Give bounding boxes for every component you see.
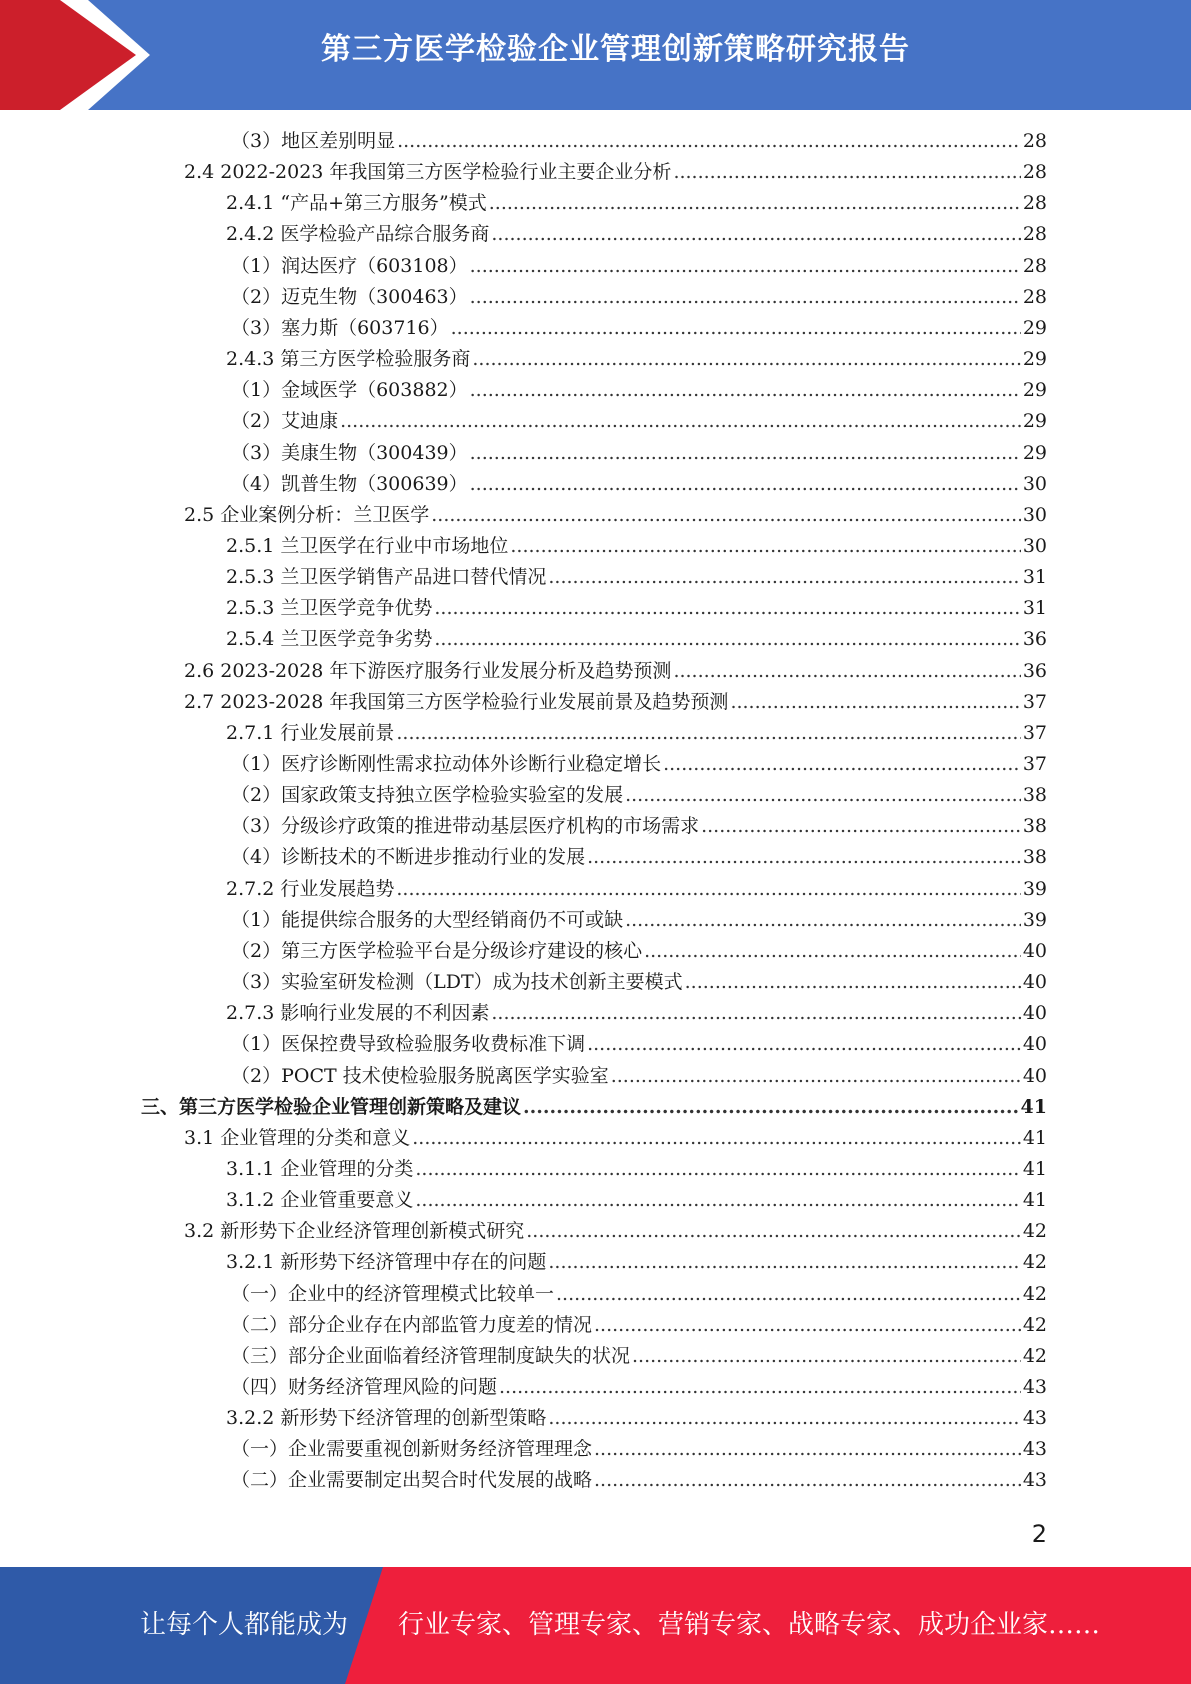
toc-entry-page: 43 [1022, 1438, 1047, 1460]
toc-entry-page: 41 [1022, 1189, 1047, 1211]
toc-dot-leader [673, 158, 1020, 186]
toc-entry[interactable] [226, 1248, 1047, 1276]
toc-dot-leader [499, 1373, 1021, 1401]
toc-entry-title: 3.1.1 企业管理的分类 [226, 1158, 414, 1180]
toc-dot-leader [594, 1311, 1021, 1339]
toc-entry-page: 40 [1022, 940, 1047, 962]
toc-dot-leader [625, 781, 1021, 809]
toc-entry[interactable] [231, 1466, 1047, 1494]
toc-entry-page: 28 [1022, 223, 1047, 245]
page-footer [0, 1567, 1191, 1684]
toc-entry-page: 42 [1022, 1220, 1047, 1242]
toc-entry[interactable] [226, 594, 1047, 622]
toc-dot-leader [556, 1280, 1021, 1308]
toc-entry-title: 2.5.1 兰卫医学在行业中市场地位 [226, 535, 509, 557]
toc-entry-page: 31 [1022, 597, 1047, 619]
toc-dot-leader [470, 252, 1021, 280]
toc-entry-title: （1）医保控费导致检验服务收费标准下调 [231, 1033, 586, 1055]
toc-dot-leader [523, 1093, 1019, 1121]
toc-dot-leader [451, 314, 1021, 342]
toc-entry-page: 38 [1022, 784, 1047, 806]
toc-dot-leader [397, 127, 1021, 155]
toc-entry-title: 2.4 2022-2023 年我国第三方医学检验行业主要企业分析 [184, 161, 672, 183]
toc-entry-title: 2.5.4 兰卫医学竞争劣势 [226, 628, 433, 650]
toc-dot-leader [587, 843, 1021, 871]
toc-entry-title: （2）第三方医学检验平台是分级诊疗建设的核心 [231, 940, 643, 962]
toc-dot-leader [470, 470, 1021, 498]
toc-entry-title: （2）POCT 技术使检验服务脱离医学实验室 [231, 1065, 609, 1087]
toc-entry-page: 42 [1022, 1251, 1047, 1273]
toc-dot-leader [470, 439, 1021, 467]
toc-entry[interactable] [231, 968, 1047, 996]
toc-entry-page: 42 [1022, 1314, 1047, 1336]
toc-entry-title: （3）分级诊疗政策的推进带动基层医疗机构的市场需求 [231, 815, 700, 837]
toc-dot-leader [434, 594, 1020, 622]
toc-entry[interactable] [231, 127, 1047, 155]
toc-dot-leader [396, 875, 1020, 903]
toc-entry[interactable] [226, 1404, 1047, 1432]
toc-entry[interactable] [231, 1373, 1047, 1401]
toc-entry-page: 40 [1022, 1002, 1047, 1024]
toc-entry-page: 38 [1022, 815, 1047, 837]
toc-entry-title: 3.2 新形势下企业经济管理创新模式研究 [184, 1220, 525, 1242]
toc-entry[interactable] [231, 1062, 1047, 1090]
toc-entry-title: 2.4.1 “产品+第三方服务”模式 [226, 192, 487, 214]
toc-dot-leader [412, 1124, 1021, 1152]
toc-entry-title: （2）艾迪康 [231, 410, 339, 432]
toc-dot-leader [548, 563, 1020, 591]
toc-dot-leader [701, 812, 1021, 840]
toc-entry-title: （3）实验室研发检测（LDT）成为技术创新主要模式 [231, 971, 683, 993]
toc-entry[interactable] [184, 1124, 1047, 1152]
toc-dot-leader [673, 657, 1020, 685]
toc-entry[interactable] [141, 1093, 1047, 1121]
toc-entry-title: 2.7.3 影响行业发展的不利因素 [226, 1002, 490, 1024]
toc-entry-title: （3）地区差别明显 [231, 130, 396, 152]
toc-entry-page: 30 [1022, 473, 1047, 495]
toc-entry[interactable] [226, 563, 1047, 591]
toc-entry-title: （二）部分企业存在内部监管力度差的情况 [231, 1314, 593, 1336]
toc-dot-leader [625, 906, 1021, 934]
toc-entry[interactable] [231, 843, 1047, 871]
toc-entry[interactable] [226, 875, 1047, 903]
toc-dot-leader [685, 968, 1021, 996]
toc-entry-title: （四）财务经济管理风险的问题 [231, 1376, 498, 1398]
toc-entry[interactable] [231, 750, 1047, 778]
toc-entry-page: 29 [1022, 410, 1047, 432]
toc-dot-leader [632, 1342, 1021, 1370]
toc-dot-leader [340, 407, 1021, 435]
toc-entry-page: 29 [1022, 348, 1047, 370]
toc-entry-page: 31 [1022, 566, 1047, 588]
toc-dot-leader [470, 283, 1021, 311]
toc-entry-title: （3）美康生物（300439） [231, 442, 468, 464]
toc-dot-leader [644, 937, 1021, 965]
toc-entry-title: （1）润达医疗（603108） [231, 255, 468, 277]
toc-dot-leader [489, 189, 1021, 217]
toc-entry-page: 36 [1022, 628, 1047, 650]
toc-entry-page: 36 [1022, 660, 1047, 682]
toc-entry-page: 37 [1022, 722, 1047, 744]
toc-entry-page: 41 [1022, 1127, 1047, 1149]
toc-entry-page: 39 [1022, 909, 1047, 931]
toc-entry-title: （二）企业需要制定出契合时代发展的战略 [231, 1469, 593, 1491]
toc-dot-leader [594, 1435, 1021, 1463]
toc-entry-page: 40 [1022, 1065, 1047, 1087]
toc-entry-page: 28 [1022, 255, 1047, 277]
toc-entry-title: 2.7.1 行业发展前景 [226, 722, 395, 744]
toc-entry[interactable] [231, 1311, 1047, 1339]
toc-entry-title: （2）迈克生物（300463） [231, 286, 468, 308]
toc-dot-leader [587, 1030, 1021, 1058]
report-title: 第三方医学检验企业管理创新策略研究报告 [321, 32, 910, 67]
toc-entry-title: 2.5 企业案例分析：兰卫医学 [184, 504, 430, 526]
toc-entry[interactable] [231, 812, 1047, 840]
toc-dot-leader [526, 1217, 1021, 1245]
page-number: 2 [1031, 1520, 1047, 1548]
toc-entry[interactable] [231, 252, 1047, 280]
toc-entry-title: （4）诊断技术的不断进步推动行业的发展 [231, 846, 586, 868]
toc-entry-page: 30 [1022, 535, 1047, 557]
toc-entry-title: （3）塞力斯（603716） [231, 317, 449, 339]
toc-entry-title: 2.5.3 兰卫医学竞争优势 [226, 597, 433, 619]
toc-entry[interactable] [231, 283, 1047, 311]
toc-entry[interactable] [226, 1155, 1047, 1183]
toc-entry[interactable] [231, 1435, 1047, 1463]
toc-entry[interactable] [231, 1342, 1047, 1370]
toc-entry[interactable] [226, 625, 1047, 653]
toc-entry-page: 37 [1022, 753, 1047, 775]
toc-dot-leader [663, 750, 1021, 778]
toc-dot-leader [491, 220, 1020, 248]
toc-entry-title: 三、第三方医学检验企业管理创新策略及建议 [141, 1096, 522, 1118]
toc-entry-page: 42 [1022, 1283, 1047, 1305]
toc-dot-leader [491, 999, 1020, 1027]
toc-entry[interactable] [226, 719, 1047, 747]
toc-entry[interactable] [231, 781, 1047, 809]
toc-entry-title: （1）能提供综合服务的大型经销商仍不可或缺 [231, 909, 624, 931]
toc-entry-title: （一）企业中的经济管理模式比较单一 [231, 1283, 555, 1305]
toc-entry[interactable] [226, 189, 1047, 217]
toc-entry-page: 41 [1022, 1158, 1047, 1180]
toc-entry-page: 40 [1022, 971, 1047, 993]
toc-entry-page: 28 [1022, 130, 1047, 152]
toc-entry-page: 28 [1022, 161, 1047, 183]
toc-entry-page: 40 [1022, 1033, 1047, 1055]
toc-dot-leader [510, 532, 1020, 560]
toc-entry[interactable] [231, 407, 1047, 435]
toc-entry[interactable] [231, 937, 1047, 965]
toc-entry-title: （1）医疗诊断刚性需求拉动体外诊断行业稳定增长 [231, 753, 662, 775]
toc-entry[interactable] [231, 376, 1047, 404]
toc-entry[interactable] [184, 688, 1047, 716]
toc-entry-title: 3.2.2 新形势下经济管理的创新型策略 [226, 1407, 547, 1429]
toc-entry-title: （4）凯普生物（300639） [231, 473, 468, 495]
toc-entry-title: 3.1.2 企业管重要意义 [226, 1189, 414, 1211]
toc-dot-leader [470, 376, 1021, 404]
page-header [0, 0, 1191, 110]
toc-entry[interactable] [226, 532, 1047, 560]
toc-entry-page: 28 [1022, 192, 1047, 214]
toc-entry-page: 37 [1022, 691, 1047, 713]
toc-entry[interactable] [226, 999, 1047, 1027]
footer-slogan-left: 让每个人都能成为 [140, 1610, 349, 1640]
toc-entry-page: 43 [1022, 1407, 1047, 1429]
footer-slogan-right: 行业专家、管理专家、营销专家、战略专家、成功企业家…… [398, 1610, 1101, 1640]
toc-entry[interactable] [184, 158, 1047, 186]
toc-entry-title: （一）企业需要重视创新财务经济管理理念 [231, 1438, 593, 1460]
toc-entry-page: 29 [1022, 442, 1047, 464]
toc-dot-leader [548, 1248, 1020, 1276]
toc-entry[interactable] [231, 906, 1047, 934]
toc-entry-title: 2.4.2 医学检验产品综合服务商 [226, 223, 490, 245]
toc-entry-page: 30 [1022, 504, 1047, 526]
toc-entry-title: 2.5.3 兰卫医学销售产品进口替代情况 [226, 566, 547, 588]
toc-dot-leader [548, 1404, 1020, 1432]
toc-entry[interactable] [231, 439, 1047, 467]
toc-entry[interactable] [226, 1186, 1047, 1214]
toc-entry[interactable] [231, 470, 1047, 498]
toc-dot-leader [415, 1155, 1020, 1183]
toc-entry[interactable] [231, 1030, 1047, 1058]
toc-entry-title: 2.7 2023-2028 年我国第三方医学检验行业发展前景及趋势预测 [184, 691, 729, 713]
toc-dot-leader [730, 688, 1020, 716]
toc-entry-title: 2.7.2 行业发展趋势 [226, 878, 395, 900]
toc-entry-page: 38 [1022, 846, 1047, 868]
toc-dot-leader [415, 1186, 1020, 1214]
toc-entry[interactable] [231, 314, 1047, 342]
toc-entry-title: （1）金域医学（603882） [231, 379, 468, 401]
toc-entry-page: 39 [1022, 878, 1047, 900]
toc-entry[interactable] [226, 220, 1047, 248]
toc-entry[interactable] [231, 1280, 1047, 1308]
toc-dot-leader [434, 625, 1020, 653]
toc-entry[interactable] [226, 345, 1047, 373]
toc-entry-page: 41 [1020, 1096, 1047, 1118]
toc-dot-leader [431, 501, 1021, 529]
toc-entry-page: 43 [1022, 1469, 1047, 1491]
toc-entry-title: （三）部分企业面临着经济管理制度缺失的状况 [231, 1345, 631, 1367]
toc-entry-title: 3.1 企业管理的分类和意义 [184, 1127, 411, 1149]
toc-entry-page: 29 [1022, 379, 1047, 401]
toc-dot-leader [396, 719, 1020, 747]
toc-dot-leader [611, 1062, 1021, 1090]
toc-entry[interactable] [184, 1217, 1047, 1245]
toc-entry-title: 2.4.3 第三方医学检验服务商 [226, 348, 471, 370]
toc-entry-title: 3.2.1 新形势下经济管理中存在的问题 [226, 1251, 547, 1273]
toc-entry-page: 43 [1022, 1376, 1047, 1398]
toc-entry-title: （2）国家政策支持独立医学检验实验室的发展 [231, 784, 624, 806]
toc-entry-page: 29 [1022, 317, 1047, 339]
toc-entry-title: 2.6 2023-2028 年下游医疗服务行业发展分析及趋势预测 [184, 660, 672, 682]
toc-entry-page: 28 [1022, 286, 1047, 308]
toc-dot-leader [594, 1466, 1021, 1494]
toc-entry-page: 42 [1022, 1345, 1047, 1367]
toc-entry[interactable] [184, 501, 1047, 529]
toc-dot-leader [472, 345, 1020, 373]
toc-entry[interactable] [184, 657, 1047, 685]
